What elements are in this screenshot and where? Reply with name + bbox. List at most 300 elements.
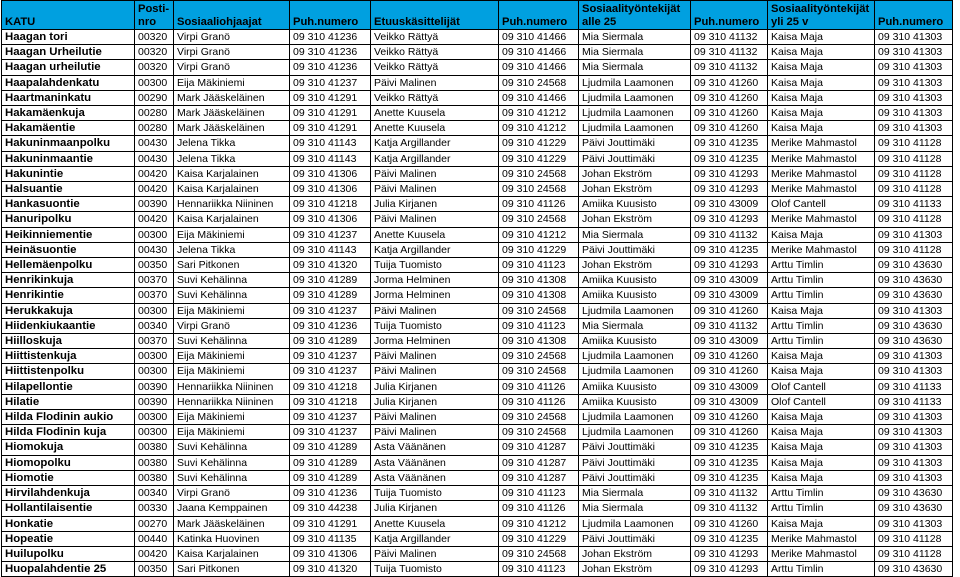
postal-code-cell: 00430 (135, 242, 174, 257)
social-counselor-cell: Jelena Tikka (174, 151, 290, 166)
phone-cell: 09 310 41303 (875, 455, 953, 470)
phone-cell: 09 310 41143 (290, 151, 371, 166)
benefits-handler-cell: Päivi Malinen (371, 410, 499, 425)
postal-code-cell: 00300 (135, 75, 174, 90)
phone-cell: 09 310 43009 (691, 273, 768, 288)
postal-code-cell: 00270 (135, 516, 174, 531)
phone-cell: 09 310 24568 (499, 546, 579, 561)
benefits-handler-cell: Päivi Malinen (371, 425, 499, 440)
benefits-handler-cell: Päivi Malinen (371, 546, 499, 561)
social-worker-under-25-cell: Ljudmila Laamonen (579, 90, 691, 105)
social-counselor-cell: Kaisa Karjalainen (174, 212, 290, 227)
social-worker-over-25-cell: Olof Cantell (768, 379, 875, 394)
social-counselor-cell: Eija Mäkiniemi (174, 75, 290, 90)
table-row (2, 288, 953, 303)
phone-cell: 09 310 41235 (691, 136, 768, 151)
table-row (2, 303, 953, 318)
phone-cell: 09 310 43009 (691, 394, 768, 409)
social-counselor-cell: Jelena Tikka (174, 242, 290, 257)
table-row (2, 455, 953, 470)
phone-cell: 09 310 41123 (499, 318, 579, 333)
table-row (2, 318, 953, 333)
benefits-handler-cell: Päivi Malinen (371, 75, 499, 90)
phone-cell: 09 310 41135 (290, 531, 371, 546)
street-cell: Hakamäenkuja (2, 106, 135, 121)
social-worker-over-25-cell: Arttu Timlin (768, 562, 875, 577)
table-row (2, 470, 953, 485)
phone-cell: 09 310 41236 (290, 318, 371, 333)
social-counselor-cell: Eija Mäkiniemi (174, 364, 290, 379)
phone-cell: 09 310 41289 (290, 273, 371, 288)
table-row (2, 166, 953, 181)
social-worker-under-25-cell: Päivi Jouttimäki (579, 455, 691, 470)
table-row (2, 273, 953, 288)
phone-cell: 09 310 41229 (499, 531, 579, 546)
phone-cell: 09 310 41303 (875, 470, 953, 485)
phone-cell: 09 310 43630 (875, 562, 953, 577)
col-header-sosiaalityontekijat-alle-25: Sosiaalityöntekijät alle 25 (579, 1, 691, 30)
street-cell: Hiomotie (2, 470, 135, 485)
table-row (2, 182, 953, 197)
postal-code-cell: 00370 (135, 334, 174, 349)
phone-cell: 09 310 41260 (691, 75, 768, 90)
phone-cell: 09 310 41235 (691, 470, 768, 485)
social-worker-under-25-cell: Ljudmila Laamonen (579, 303, 691, 318)
street-cell: Haagan urheilutie (2, 60, 135, 75)
social-worker-under-25-cell: Amiika Kuusisto (579, 273, 691, 288)
postal-code-cell: 00290 (135, 90, 174, 105)
social-counselor-cell: Sari Pitkonen (174, 562, 290, 577)
table-row (2, 334, 953, 349)
col-header-sosiaalityontekijat-yli-25: Sosiaalityöntekijät yli 25 v (768, 1, 875, 30)
table-row (2, 364, 953, 379)
phone-cell: 09 310 41466 (499, 45, 579, 60)
social-worker-over-25-cell: Kaisa Maja (768, 425, 875, 440)
phone-cell: 09 310 41126 (499, 197, 579, 212)
phone-cell: 09 310 41306 (290, 166, 371, 181)
phone-cell: 09 310 41132 (691, 486, 768, 501)
phone-cell: 09 310 41260 (691, 364, 768, 379)
table-row (2, 379, 953, 394)
social-worker-over-25-cell: Kaisa Maja (768, 60, 875, 75)
social-worker-under-25-cell: Amiika Kuusisto (579, 394, 691, 409)
social-worker-under-25-cell: Johan Ekström (579, 562, 691, 577)
street-cell: Hakuninmaantie (2, 151, 135, 166)
street-cell: Huilupolku (2, 546, 135, 561)
col-header-puh-1: Puh.numero (290, 1, 371, 30)
phone-cell: 09 310 41291 (290, 516, 371, 531)
social-worker-under-25-cell: Johan Ekström (579, 166, 691, 181)
street-cell: Hakamäentie (2, 121, 135, 136)
social-worker-under-25-cell: Amiika Kuusisto (579, 334, 691, 349)
phone-cell: 09 310 41237 (290, 227, 371, 242)
postal-code-cell: 00300 (135, 364, 174, 379)
phone-cell: 09 310 41260 (691, 90, 768, 105)
benefits-handler-cell: Päivi Malinen (371, 364, 499, 379)
phone-cell: 09 310 41132 (691, 30, 768, 45)
phone-cell: 09 310 41237 (290, 410, 371, 425)
street-cell: Hanuripolku (2, 212, 135, 227)
social-worker-over-25-cell: Kaisa Maja (768, 30, 875, 45)
postal-code-cell: 00300 (135, 349, 174, 364)
phone-cell: 09 310 41293 (691, 546, 768, 561)
table-row (2, 227, 953, 242)
benefits-handler-cell: Veikko Rättyä (371, 30, 499, 45)
street-cell: Huopalahdentie 25 (2, 562, 135, 577)
phone-cell: 09 310 41132 (691, 227, 768, 242)
benefits-handler-cell: Jorma Helminen (371, 273, 499, 288)
phone-cell: 09 310 43009 (691, 288, 768, 303)
phone-cell: 09 310 41303 (875, 516, 953, 531)
postal-code-cell: 00420 (135, 212, 174, 227)
social-counselor-cell: Sari Pitkonen (174, 258, 290, 273)
table-row (2, 136, 953, 151)
postal-code-cell: 00320 (135, 45, 174, 60)
social-worker-under-25-cell: Johan Ekström (579, 258, 691, 273)
street-cell: Hilda Flodinin aukio (2, 410, 135, 425)
social-counselor-cell: Virpi Granö (174, 486, 290, 501)
social-counselor-cell: Eija Mäkiniemi (174, 410, 290, 425)
phone-cell: 09 310 41132 (691, 60, 768, 75)
phone-cell: 09 310 41133 (875, 379, 953, 394)
table-row (2, 546, 953, 561)
social-worker-under-25-cell: Ljudmila Laamonen (579, 106, 691, 121)
phone-cell: 09 310 41133 (875, 197, 953, 212)
phone-cell: 09 310 41235 (691, 440, 768, 455)
social-worker-over-25-cell: Arttu Timlin (768, 273, 875, 288)
phone-cell: 09 310 41303 (875, 121, 953, 136)
phone-cell: 09 310 41128 (875, 136, 953, 151)
phone-cell: 09 310 43630 (875, 258, 953, 273)
phone-cell: 09 310 41289 (290, 470, 371, 485)
street-cell: Herukkakuja (2, 303, 135, 318)
table-row (2, 486, 953, 501)
social-worker-over-25-cell: Merike Mahmastol (768, 212, 875, 227)
phone-cell: 09 310 43630 (875, 273, 953, 288)
phone-cell: 09 310 41260 (691, 121, 768, 136)
phone-cell: 09 310 41306 (290, 182, 371, 197)
street-cell: Hellemäenpolku (2, 258, 135, 273)
postal-code-cell: 00380 (135, 440, 174, 455)
phone-cell: 09 310 41218 (290, 379, 371, 394)
phone-cell: 09 310 41287 (499, 440, 579, 455)
social-counselor-cell: Kaisa Karjalainen (174, 546, 290, 561)
table-row (2, 30, 953, 45)
social-worker-over-25-cell: Merike Mahmastol (768, 242, 875, 257)
phone-cell: 09 310 41218 (290, 197, 371, 212)
social-worker-over-25-cell: Kaisa Maja (768, 90, 875, 105)
social-counselor-cell: Jaana Kemppainen (174, 501, 290, 516)
social-counselor-cell: Suvi Kehälinna (174, 470, 290, 485)
social-worker-under-25-cell: Amiika Kuusisto (579, 197, 691, 212)
social-counselor-cell: Mark Jääskeläinen (174, 90, 290, 105)
phone-cell: 09 310 41123 (499, 258, 579, 273)
social-worker-over-25-cell: Arttu Timlin (768, 318, 875, 333)
phone-cell: 09 310 43630 (875, 288, 953, 303)
phone-cell: 09 310 41308 (499, 273, 579, 288)
phone-cell: 09 310 41289 (290, 288, 371, 303)
street-cell: Hollantilaisentie (2, 501, 135, 516)
social-worker-over-25-cell: Merike Mahmastol (768, 166, 875, 181)
phone-cell: 09 310 41237 (290, 425, 371, 440)
phone-cell: 09 310 43009 (691, 379, 768, 394)
phone-cell: 09 310 24568 (499, 212, 579, 227)
phone-cell: 09 310 41260 (691, 106, 768, 121)
phone-cell: 09 310 41236 (290, 60, 371, 75)
phone-cell: 09 310 41303 (875, 90, 953, 105)
col-header-etuuskasittelijat: Etuuskäsittelijät (371, 1, 499, 30)
benefits-handler-cell: Anette Kuusela (371, 516, 499, 531)
phone-cell: 09 310 41128 (875, 242, 953, 257)
social-worker-over-25-cell: Merike Mahmastol (768, 531, 875, 546)
social-counselor-cell: Mark Jääskeläinen (174, 106, 290, 121)
table-row (2, 516, 953, 531)
phone-cell: 09 310 41291 (290, 121, 371, 136)
social-worker-over-25-cell: Merike Mahmastol (768, 182, 875, 197)
social-worker-under-25-cell: Päivi Jouttimäki (579, 470, 691, 485)
social-worker-under-25-cell: Mia Siermala (579, 501, 691, 516)
social-worker-over-25-cell: Kaisa Maja (768, 349, 875, 364)
phone-cell: 09 310 41128 (875, 531, 953, 546)
phone-cell: 09 310 41123 (499, 562, 579, 577)
postal-code-cell: 00340 (135, 486, 174, 501)
social-counselor-cell: Mark Jääskeläinen (174, 121, 290, 136)
social-worker-over-25-cell: Merike Mahmastol (768, 151, 875, 166)
phone-cell: 09 310 41303 (875, 440, 953, 455)
phone-cell: 09 310 24568 (499, 182, 579, 197)
phone-cell: 09 310 24568 (499, 303, 579, 318)
phone-cell: 09 310 41289 (290, 334, 371, 349)
social-counselor-cell: Hennariikka Niininen (174, 197, 290, 212)
phone-cell: 09 310 43630 (875, 334, 953, 349)
table-row (2, 440, 953, 455)
social-counselor-cell: Kaisa Karjalainen (174, 182, 290, 197)
postal-code-cell: 00350 (135, 258, 174, 273)
postal-code-cell: 00300 (135, 303, 174, 318)
social-worker-over-25-cell: Merike Mahmastol (768, 136, 875, 151)
table-row (2, 151, 953, 166)
col-header-postinro: Posti- nro (135, 1, 174, 30)
street-cell: Henrikinkuja (2, 273, 135, 288)
street-cell: Haartmaninkatu (2, 90, 135, 105)
social-worker-under-25-cell: Amiika Kuusisto (579, 288, 691, 303)
postal-code-cell: 00390 (135, 197, 174, 212)
social-worker-under-25-cell: Amiika Kuusisto (579, 379, 691, 394)
social-worker-over-25-cell: Olof Cantell (768, 197, 875, 212)
social-worker-over-25-cell: Arttu Timlin (768, 486, 875, 501)
social-worker-under-25-cell: Mia Siermala (579, 60, 691, 75)
phone-cell: 09 310 41143 (290, 242, 371, 257)
phone-cell: 09 310 41123 (499, 486, 579, 501)
table-row (2, 410, 953, 425)
table-row (2, 197, 953, 212)
phone-cell: 09 310 41236 (290, 486, 371, 501)
phone-cell: 09 310 41132 (691, 45, 768, 60)
col-header-sosiaaliohjaajat: Sosiaaliohjaajat (174, 1, 290, 30)
social-worker-over-25-cell: Kaisa Maja (768, 470, 875, 485)
phone-cell: 09 310 41303 (875, 227, 953, 242)
postal-code-cell: 00430 (135, 136, 174, 151)
phone-cell: 09 310 43630 (875, 318, 953, 333)
phone-cell: 09 310 44238 (290, 501, 371, 516)
postal-code-cell: 00420 (135, 182, 174, 197)
phone-cell: 09 310 41235 (691, 242, 768, 257)
phone-cell: 09 310 41132 (691, 501, 768, 516)
phone-cell: 09 310 41306 (290, 546, 371, 561)
benefits-handler-cell: Päivi Malinen (371, 349, 499, 364)
social-worker-over-25-cell: Kaisa Maja (768, 440, 875, 455)
postal-code-cell: 00420 (135, 546, 174, 561)
phone-cell: 09 310 41289 (290, 440, 371, 455)
street-cell: Hiittistenpolku (2, 364, 135, 379)
social-worker-over-25-cell: Arttu Timlin (768, 288, 875, 303)
phone-cell: 09 310 41126 (499, 394, 579, 409)
street-cell: Heikinniementie (2, 227, 135, 242)
phone-cell: 09 310 41218 (290, 394, 371, 409)
social-counselor-cell: Hennariikka Niininen (174, 379, 290, 394)
postal-code-cell: 00280 (135, 121, 174, 136)
social-worker-under-25-cell: Mia Siermala (579, 227, 691, 242)
phone-cell: 09 310 43009 (691, 334, 768, 349)
phone-cell: 09 310 41291 (290, 90, 371, 105)
phone-cell: 09 310 24568 (499, 425, 579, 440)
social-worker-under-25-cell: Mia Siermala (579, 486, 691, 501)
social-worker-under-25-cell: Ljudmila Laamonen (579, 75, 691, 90)
postal-code-cell: 00300 (135, 425, 174, 440)
postal-code-cell: 00320 (135, 60, 174, 75)
benefits-handler-cell: Anette Kuusela (371, 106, 499, 121)
col-header-puh-4: Puh.numero (875, 1, 953, 30)
phone-cell: 09 310 41212 (499, 516, 579, 531)
phone-cell: 09 310 41128 (875, 182, 953, 197)
phone-cell: 09 310 41293 (691, 182, 768, 197)
social-worker-under-25-cell: Mia Siermala (579, 30, 691, 45)
street-cell: Hopeatie (2, 531, 135, 546)
social-worker-under-25-cell: Ljudmila Laamonen (579, 121, 691, 136)
social-counselor-cell: Eija Mäkiniemi (174, 303, 290, 318)
benefits-handler-cell: Päivi Malinen (371, 212, 499, 227)
benefits-handler-cell: Katja Argillander (371, 136, 499, 151)
benefits-handler-cell: Tuija Tuomisto (371, 562, 499, 577)
phone-cell: 09 310 41303 (875, 349, 953, 364)
street-cell: Haagan Urheilutie (2, 45, 135, 60)
table-row (2, 349, 953, 364)
phone-cell: 09 310 41289 (290, 455, 371, 470)
phone-cell: 09 310 41235 (691, 151, 768, 166)
phone-cell: 09 310 24568 (499, 410, 579, 425)
benefits-handler-cell: Asta Väänänen (371, 440, 499, 455)
street-cell: Hiomokuja (2, 440, 135, 455)
street-cell: Hiomopolku (2, 455, 135, 470)
social-worker-under-25-cell: Päivi Jouttimäki (579, 440, 691, 455)
table-row (2, 75, 953, 90)
social-worker-over-25-cell: Kaisa Maja (768, 410, 875, 425)
phone-cell: 09 310 41235 (691, 531, 768, 546)
social-worker-over-25-cell: Arttu Timlin (768, 334, 875, 349)
phone-cell: 09 310 41235 (691, 455, 768, 470)
street-cell: Henrikintie (2, 288, 135, 303)
social-counselor-cell: Suvi Kehälinna (174, 440, 290, 455)
benefits-handler-cell: Anette Kuusela (371, 121, 499, 136)
table-row (2, 425, 953, 440)
table-row (2, 212, 953, 227)
benefits-handler-cell: Päivi Malinen (371, 303, 499, 318)
social-worker-under-25-cell: Ljudmila Laamonen (579, 349, 691, 364)
street-cell: Hirvilahdenkuja (2, 486, 135, 501)
social-worker-under-25-cell: Johan Ekström (579, 546, 691, 561)
social-counselor-cell: Mark Jääskeläinen (174, 516, 290, 531)
phone-cell: 09 310 41308 (499, 334, 579, 349)
social-counselor-cell: Katinka Huovinen (174, 531, 290, 546)
phone-cell: 09 310 41128 (875, 166, 953, 181)
social-counselor-cell: Virpi Granö (174, 318, 290, 333)
phone-cell: 09 310 41303 (875, 410, 953, 425)
benefits-handler-cell: Jorma Helminen (371, 334, 499, 349)
benefits-handler-cell: Veikko Rättyä (371, 60, 499, 75)
table-row (2, 90, 953, 105)
phone-cell: 09 310 41229 (499, 151, 579, 166)
phone-cell: 09 310 41212 (499, 106, 579, 121)
social-counselor-cell: Virpi Granö (174, 30, 290, 45)
social-worker-under-25-cell: Johan Ekström (579, 182, 691, 197)
social-worker-under-25-cell: Ljudmila Laamonen (579, 516, 691, 531)
phone-cell: 09 310 41466 (499, 30, 579, 45)
phone-cell: 09 310 41303 (875, 75, 953, 90)
phone-cell: 09 310 41143 (290, 136, 371, 151)
benefits-handler-cell: Veikko Rättyä (371, 45, 499, 60)
benefits-handler-cell: Päivi Malinen (371, 182, 499, 197)
phone-cell: 09 310 24568 (499, 364, 579, 379)
phone-cell: 09 310 41303 (875, 106, 953, 121)
phone-cell: 09 310 41126 (499, 379, 579, 394)
benefits-handler-cell: Julia Kirjanen (371, 197, 499, 212)
phone-cell: 09 310 24568 (499, 75, 579, 90)
social-worker-under-25-cell: Päivi Jouttimäki (579, 531, 691, 546)
social-worker-under-25-cell: Mia Siermala (579, 318, 691, 333)
phone-cell: 09 310 41212 (499, 121, 579, 136)
social-worker-under-25-cell: Mia Siermala (579, 45, 691, 60)
social-worker-over-25-cell: Kaisa Maja (768, 227, 875, 242)
social-counselor-cell: Suvi Kehälinna (174, 455, 290, 470)
table-row (2, 45, 953, 60)
phone-cell: 09 310 43630 (875, 501, 953, 516)
street-cell: Hiidenkiukaantie (2, 318, 135, 333)
postal-code-cell: 00330 (135, 501, 174, 516)
social-worker-over-25-cell: Kaisa Maja (768, 75, 875, 90)
phone-cell: 09 310 41237 (290, 364, 371, 379)
phone-cell: 09 310 41293 (691, 562, 768, 577)
social-worker-under-25-cell: Päivi Jouttimäki (579, 242, 691, 257)
postal-code-cell: 00380 (135, 455, 174, 470)
header-row (2, 1, 953, 30)
street-cell: Hankasuontie (2, 197, 135, 212)
street-cell: Hakuninmaanpolku (2, 136, 135, 151)
postal-code-cell: 00300 (135, 410, 174, 425)
phone-cell: 09 310 41303 (875, 425, 953, 440)
social-counselor-cell: Eija Mäkiniemi (174, 425, 290, 440)
postal-code-cell: 00350 (135, 562, 174, 577)
benefits-handler-cell: Tuija Tuomisto (371, 258, 499, 273)
social-counselor-cell: Suvi Kehälinna (174, 334, 290, 349)
social-counselor-cell: Kaisa Karjalainen (174, 166, 290, 181)
social-worker-under-25-cell: Ljudmila Laamonen (579, 425, 691, 440)
phone-cell: 09 310 41303 (875, 60, 953, 75)
street-cell: Hilatie (2, 394, 135, 409)
street-cell: Honkatie (2, 516, 135, 531)
street-cell: Haapalahdenkatu (2, 75, 135, 90)
benefits-handler-cell: Asta Väänänen (371, 455, 499, 470)
benefits-handler-cell: Katja Argillander (371, 151, 499, 166)
